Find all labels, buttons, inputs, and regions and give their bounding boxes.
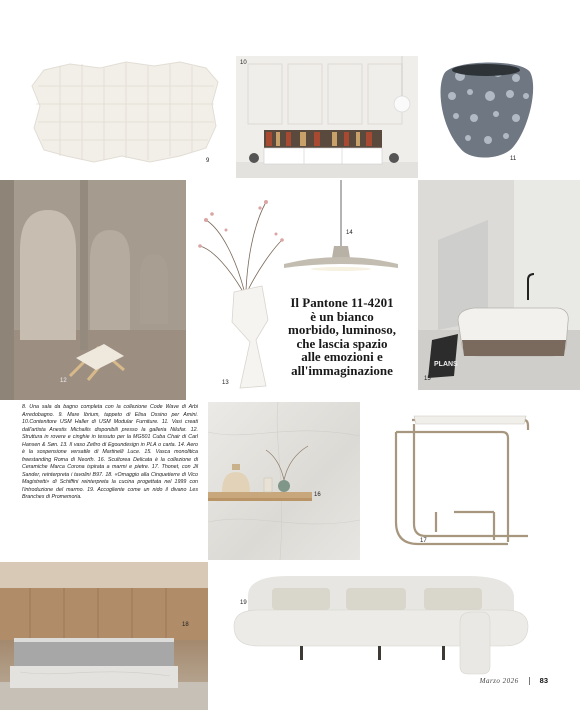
lamp-illustration [280, 180, 402, 280]
figure-number: 13 [222, 380, 229, 386]
shelf-illustration [208, 402, 360, 560]
kitchen-illustration [0, 562, 208, 710]
tables-illustration [384, 412, 530, 552]
figure-13-flower-vase-image [196, 190, 286, 390]
figure-number: 14 [346, 230, 353, 236]
arches-illustration [0, 180, 186, 400]
figure-12-arches-image [0, 180, 186, 400]
figure-number: 15 [424, 376, 431, 382]
figure-18-kitchen-image [0, 562, 208, 710]
figure-number: 12 [60, 378, 67, 384]
figure-number: 9 [206, 158, 210, 164]
sofa-illustration [228, 566, 530, 678]
figure-number: 19 [240, 600, 247, 606]
figure-9-rug-image [30, 56, 220, 168]
figure-number: 18 [182, 622, 189, 628]
vase-illustration [430, 56, 540, 168]
rug-illustration [30, 56, 220, 168]
svg-text:PLANS: PLANS [434, 361, 458, 368]
figure-number: 11 [510, 156, 517, 162]
image-captions: 8. Una sala da bagno completa con la collezione Code Wave di Arbi Arredobagno. 9. Mare Ibrium, tappeto di Elisa Ossino per Amini. 10.Contenitore USM Haller di USM Modular Furniture. 11. Vasi creati dall'artista Anestis Michailis disponibili presso la galleria Nilufar. 12. Struttura in rovere e cinghie in tessuto per la MG501 Cuba Chair di Carl Hansen & Søn. 13. Il vaso Zefiro di Egoundesign in PLA o carta. 14. Aero è la sospensione versatile di Martinelli Luce. 15. Vasca monolitica freestanding Roma di Neorth. 16. Scultorea Delicata è la collezione di Ceramiche Marca Corona ispirata a marmi e pietre. 17. Thonet, con Jil Sander, reinterpreta i tavolini B97. 18. «Omaggio alla Cinquetierre di Vico Magistretti» di Schiffini reinterpreta la cucina progettata nel 1999 con l'introduzione del marmo. 19. Accogliente come un nido il divano Les Branches di Promemoria. [22, 404, 198, 500]
issue-date: Marzo 2026 [479, 676, 519, 685]
figure-15-bathroom-image [418, 180, 580, 390]
flower-vase-illustration [196, 190, 286, 390]
figure-number: 16 [314, 492, 321, 498]
figure-17-tables-image [384, 412, 530, 552]
page-footer [480, 676, 548, 685]
figure-10-room-image [236, 56, 418, 178]
figure-number: 17 [420, 538, 427, 544]
room-illustration [236, 56, 418, 178]
figure-number: 10 [240, 60, 247, 66]
bathroom-illustration [418, 180, 580, 390]
footer-divider [529, 677, 530, 685]
figure-11-vase-image [430, 56, 540, 168]
figure-16-shelf-image [208, 402, 360, 560]
page-number: 83 [539, 676, 548, 685]
figure-14-lamp-image [280, 180, 402, 280]
pull-quote: Il Pantone 11-4201 è un bianco morbido, luminoso, che lascia spazio alle emozioni e all'immaginazione [288, 295, 396, 378]
figure-19-sofa-image [228, 566, 530, 678]
